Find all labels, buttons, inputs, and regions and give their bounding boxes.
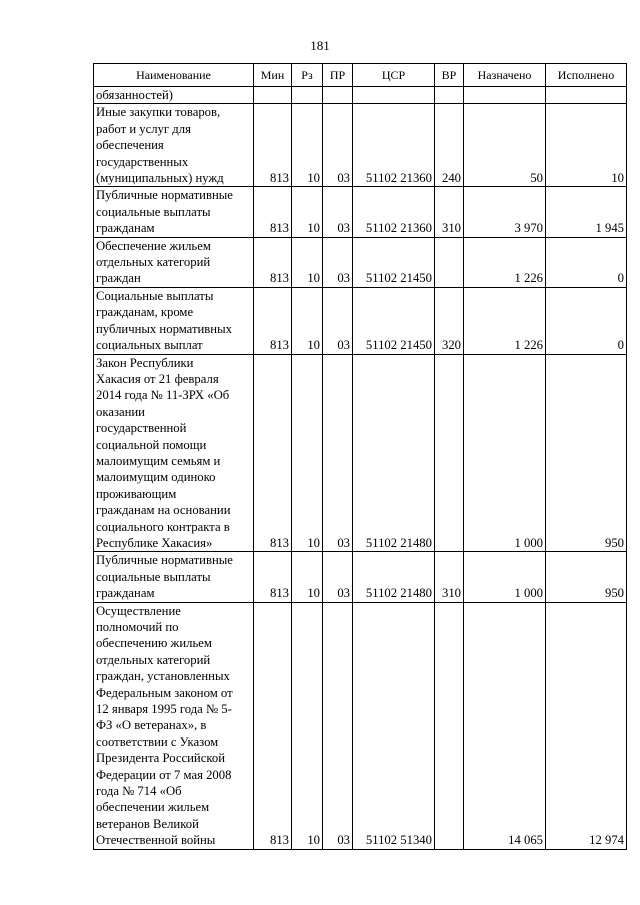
row-assigned: 3 970 [464,187,546,237]
row-rz: 10 [292,287,323,354]
row-name: Социальные выплаты гражданам, кроме публичных нормативных социальных выплат [94,287,254,354]
row-assigned: 1 226 [464,237,546,287]
row-csr: 51102 21480 [353,354,435,552]
row-assigned: 1 000 [464,552,546,602]
row-executed: 0 [546,237,627,287]
table-row [94,287,627,354]
row-assigned: 14 065 [464,602,546,849]
row-rz: 10 [292,602,323,849]
header-pr: ПР [323,64,353,87]
header-assigned: Назначено [464,64,546,87]
row-csr: 51102 51340 [353,602,435,849]
table-row [94,104,627,187]
row-vr: 310 [435,552,464,602]
row-csr: 51102 21450 [353,287,435,354]
header-csr: ЦСР [353,64,435,87]
header-executed: Исполнено [546,64,627,87]
row-min: 813 [254,552,292,602]
header-min: Мин [254,64,292,87]
budget-table [93,63,627,850]
row-pr: 03 [323,187,353,237]
continuation-row [94,87,627,104]
row-executed: 950 [546,354,627,552]
row-vr: 240 [435,104,464,187]
row-pr: 03 [323,104,353,187]
row-assigned: 1 226 [464,287,546,354]
row-csr: 51102 21360 [353,187,435,237]
row-name: Осуществление полномочий по обеспечению жильем отдельных категорий граждан, установленных Федеральным законом от 12 января 1995 года № 5- ФЗ «О ветеранах», в соответствии с Указом Президента Российской Федерации от 7 мая 2008 года № 714 «Об обеспечении жильем ветеранов Великой Отечественной войны [94,602,254,849]
row-vr [435,237,464,287]
row-executed: 950 [546,552,627,602]
continuation-text: обязанностей) [94,87,254,104]
row-min: 813 [254,602,292,849]
row-csr: 51102 21480 [353,552,435,602]
header-vr: ВР [435,64,464,87]
row-executed: 1 945 [546,187,627,237]
header-rz: Рз [292,64,323,87]
row-min: 813 [254,104,292,187]
table-row [94,354,627,552]
table-row [94,602,627,849]
row-rz: 10 [292,552,323,602]
row-vr [435,354,464,552]
row-name: Закон Республики Хакасия от 21 февраля 2014 года № 11-ЗРХ «Об оказании государственной социальной помощи малоимущим семьям и малоимущим одиноко проживающим гражданам на основании социального контракта в Республике Хакасия» [94,354,254,552]
row-pr: 03 [323,354,353,552]
row-executed: 12 974 [546,602,627,849]
row-executed: 0 [546,287,627,354]
row-executed: 10 [546,104,627,187]
row-pr: 03 [323,287,353,354]
row-csr: 51102 21450 [353,237,435,287]
row-pr: 03 [323,552,353,602]
row-rz: 10 [292,104,323,187]
header-name: Наименование [94,64,254,87]
row-name: Обеспечение жильем отдельных категорий граждан [94,237,254,287]
table-row [94,187,627,237]
row-vr: 310 [435,187,464,237]
row-min: 813 [254,354,292,552]
row-assigned: 1 000 [464,354,546,552]
row-name: Публичные нормативные социальные выплаты гражданам [94,187,254,237]
table-row [94,237,627,287]
row-rz: 10 [292,187,323,237]
row-vr: 320 [435,287,464,354]
row-rz: 10 [292,354,323,552]
row-vr [435,602,464,849]
row-name: Публичные нормативные социальные выплаты гражданам [94,552,254,602]
row-pr: 03 [323,237,353,287]
row-rz: 10 [292,237,323,287]
table-header-row [94,64,627,87]
row-assigned: 50 [464,104,546,187]
row-csr: 51102 21360 [353,104,435,187]
row-name: Иные закупки товаров, работ и услуг для обеспечения государственных (муниципальных) нужд [94,104,254,187]
row-min: 813 [254,187,292,237]
row-pr: 03 [323,602,353,849]
row-min: 813 [254,237,292,287]
table-row [94,552,627,602]
row-min: 813 [254,287,292,354]
page-number: 181 [310,38,330,53]
